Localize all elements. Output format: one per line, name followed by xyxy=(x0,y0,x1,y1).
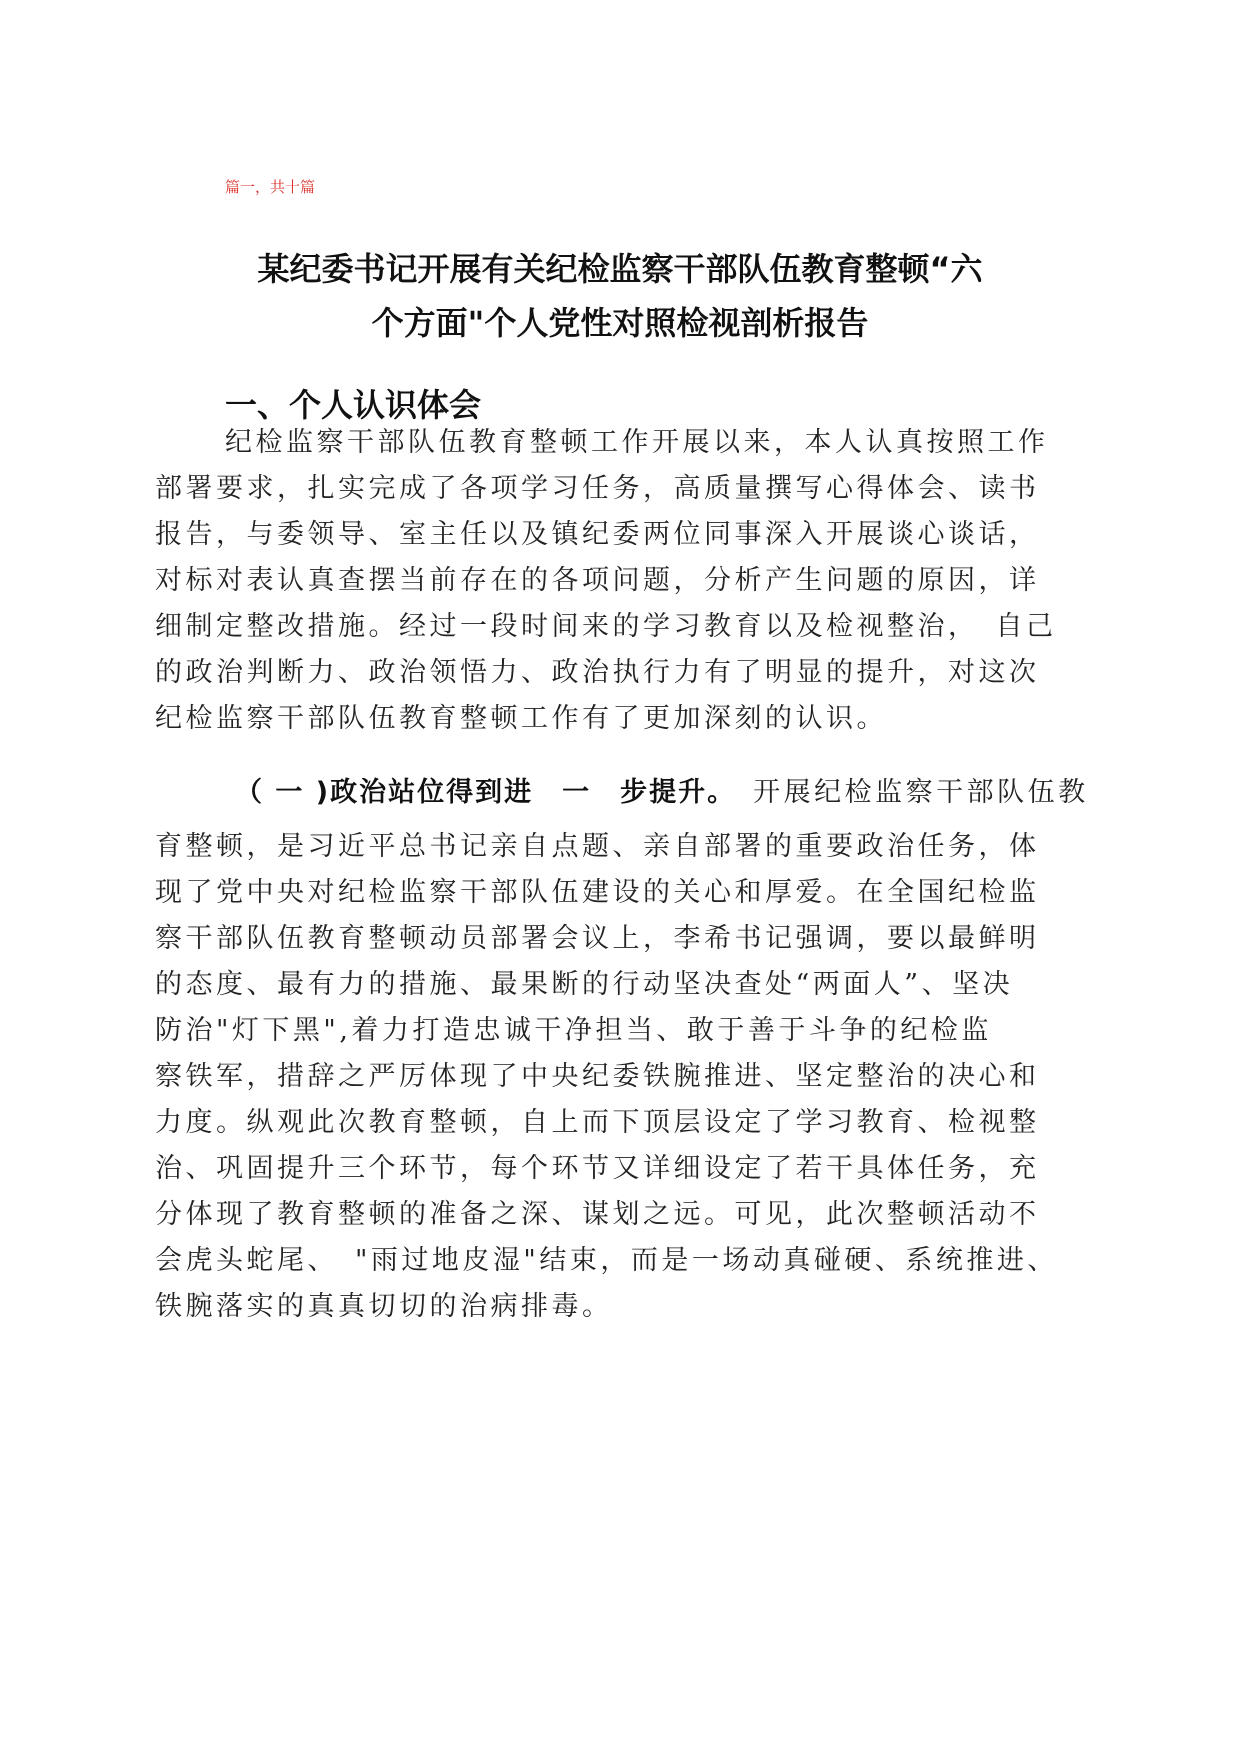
paragraph1-line-4: 对标对表认真查摆当前存在的各项问题，分析产生问题的原因，详 xyxy=(155,565,1040,596)
paragraph2-line-12: 铁腕落实的真真切切的治病排毒。 xyxy=(155,1291,613,1322)
subheading-political-stance: （ 一 )政治站位得到进 一 步提升。 xyxy=(235,777,723,808)
paragraph2-line-11: 会虎头蛇尾、 "雨过地皮湿"结束，而是一场动真碰硬、系统推进、 xyxy=(155,1245,1058,1276)
document-title-line-2: 个方面"个人党性对照检视剖析报告 xyxy=(371,304,869,342)
paragraph2-line-8: 力度。纵观此次教育整顿，自上而下顶层设定了学习教育、检视整 xyxy=(155,1107,1040,1138)
paragraph1-line-1: 纪检监察干部队伍教育整顿工作开展以来，本人认真按照工作 xyxy=(225,427,1049,458)
paragraph2-line-2: 育整顿，是习近平总书记亲自点题、亲自部署的重要政治任务，体 xyxy=(155,831,1040,862)
paragraph2-first-line-rest: 开展纪检监察干部队伍教 xyxy=(722,777,1089,808)
series-label: 篇一，共十篇 xyxy=(225,178,316,196)
paragraph2-line-7: 察铁军，措辞之严厉体现了中央纪委铁腕推进、坚定整治的决心和 xyxy=(155,1061,1040,1092)
paragraph1-line-3: 报告，与委领导、室主任以及镇纪委两位同事深入开展谈心谈话， xyxy=(155,519,1040,550)
paragraph2-line-6: 防治"灯下黑",着力打造忠诚干净担当、敢于善于斗争的纪检监 xyxy=(155,1015,992,1046)
section-heading: 一、个人认识体会 xyxy=(225,386,482,424)
paragraph2-line-10: 分体现了教育整顿的准备之深、谋划之远。可见，此次整顿活动不 xyxy=(155,1199,1040,1230)
paragraph1-line-2: 部署要求，扎实完成了各项学习任务，高质量撰写心得体会、读书 xyxy=(155,473,1040,504)
paragraph2-line-9: 治、巩固提升三个环节，每个环节又详细设定了若干具体任务，充 xyxy=(155,1153,1040,1184)
paragraph1-line-7: 纪检监察干部队伍教育整顿工作有了更加深刻的认识。 xyxy=(155,703,887,734)
paragraph2-line-3: 现了党中央对纪检监察干部队伍建设的关心和厚爱。在全国纪检监 xyxy=(155,877,1040,908)
paragraph1-line-5: 细制定整改措施。经过一段时间来的学习教育以及检视整治， 自己 xyxy=(155,611,1057,642)
paragraph2-line-5: 的态度、最有力的措施、最果断的行动坚决查处“两面人”、坚决 xyxy=(155,969,1014,1000)
paragraph1-line-6: 的政治判断力、政治领悟力、政治执行力有了明显的提升，对这次 xyxy=(155,657,1040,688)
paragraph2-line-4: 察干部队伍教育整顿动员部署会议上，李希书记强调，要以最鲜明 xyxy=(155,923,1040,954)
document-title-line-1: 某纪委书记开展有关纪检监察干部队伍教育整顿“六 xyxy=(257,250,983,288)
paragraph2-line-1 xyxy=(235,770,1089,809)
